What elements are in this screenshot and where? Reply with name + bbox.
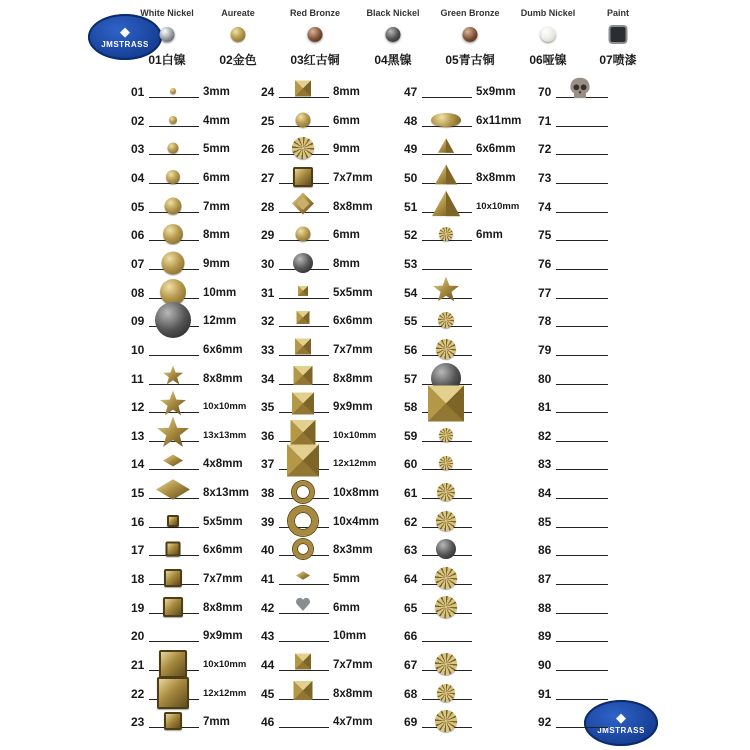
item-number: 07	[131, 256, 145, 271]
item-number: 16	[131, 514, 145, 529]
item-size: 10x10mm	[476, 200, 520, 212]
ring-stud-icon	[293, 539, 313, 559]
item-size: 10x10mm	[333, 429, 377, 441]
row-underline	[556, 613, 608, 614]
row-underline	[556, 212, 608, 213]
item-number: 28	[261, 199, 275, 214]
row-underline	[556, 641, 608, 642]
item-number: 54	[404, 285, 418, 300]
item-number: 31	[261, 285, 275, 300]
pyramid-stud-icon	[297, 311, 310, 329]
item-size: 12mm	[203, 315, 237, 328]
item-number: 34	[261, 371, 275, 386]
diamond-stud-icon	[292, 192, 314, 219]
dome-stud-icon	[436, 539, 456, 559]
round-stud-icon	[168, 143, 179, 154]
item-number: 32	[261, 314, 275, 329]
row-underline	[556, 469, 608, 470]
flower-stud-icon	[437, 684, 455, 702]
item-size: 8mm	[333, 86, 360, 98]
row-underline	[556, 670, 608, 671]
row-underline	[556, 412, 608, 413]
item-number: 64	[404, 572, 418, 587]
item-number: 10	[131, 342, 145, 357]
item-size: 13x13mm	[203, 429, 247, 441]
item-size: 5mm	[333, 573, 360, 586]
item-number: 23	[131, 715, 145, 730]
item-number: 69	[404, 715, 418, 730]
row-underline	[149, 527, 199, 528]
brand-logo-bottom	[584, 700, 658, 746]
pyramid-stud-icon	[295, 654, 311, 675]
item-number: 62	[404, 514, 418, 529]
item-number: 36	[261, 428, 275, 443]
item-number: 25	[261, 113, 275, 128]
item-number: 77	[538, 285, 552, 300]
item-size: 8x8mm	[333, 687, 373, 700]
row-underline	[556, 699, 608, 700]
row-underline	[422, 269, 472, 270]
item-size: 8x8mm	[333, 372, 373, 385]
row-underline	[556, 240, 608, 241]
ring-stud-icon	[288, 506, 318, 536]
square-stud-icon	[164, 569, 182, 587]
ring-stud-icon	[292, 481, 314, 503]
item-number: 46	[261, 715, 275, 730]
flower-stud-icon	[436, 511, 456, 531]
row-underline	[556, 527, 608, 528]
item-size: 9mm	[203, 257, 230, 270]
square-stud-icon	[293, 167, 313, 187]
item-number: 02	[131, 113, 145, 128]
flower-stud-icon	[435, 653, 457, 675]
row-underline	[149, 154, 199, 155]
item-size: 6x6mm	[333, 315, 373, 328]
item-size: 6x11mm	[476, 114, 522, 127]
item-number: 06	[131, 228, 145, 243]
item-size: 4x7mm	[333, 716, 373, 729]
finish-swatch	[463, 27, 478, 42]
item-number: 84	[538, 486, 552, 501]
item-number: 49	[404, 142, 418, 157]
item-number: 63	[404, 543, 418, 558]
round-stud-icon	[296, 227, 311, 242]
star-stud-icon	[433, 276, 459, 307]
item-number: 56	[404, 342, 418, 357]
star-stud-icon	[157, 416, 189, 453]
flower-stud-icon	[435, 567, 457, 589]
row-underline	[556, 555, 608, 556]
finish-code: 06哑镍	[529, 53, 567, 67]
item-number: 04	[131, 170, 145, 185]
item-number: 33	[261, 342, 275, 357]
finish-code: 02金色	[219, 53, 257, 67]
diamond-icon: ◆	[120, 24, 130, 39]
item-number: 83	[538, 457, 552, 472]
item-number: 09	[131, 314, 145, 329]
square-stud-icon	[163, 597, 183, 617]
item-number: 61	[404, 486, 418, 501]
item-size: 4mm	[203, 114, 230, 127]
row-underline	[556, 727, 608, 728]
item-number: 08	[131, 285, 145, 300]
item-number: 13	[131, 428, 145, 443]
pyramid-stud-icon	[295, 338, 311, 359]
item-size: 5x9mm	[476, 86, 516, 98]
item-number: 65	[404, 600, 418, 615]
item-size: 3mm	[203, 86, 230, 98]
row-underline	[556, 584, 608, 585]
row-underline	[149, 126, 199, 127]
item-number: 59	[404, 428, 418, 443]
item-size: 10x4mm	[333, 515, 380, 528]
item-size: 4x8mm	[203, 458, 243, 471]
square-stud-icon	[167, 515, 179, 527]
item-size: 10mm	[333, 630, 367, 643]
item-size: 6x6mm	[476, 143, 516, 156]
row-underline	[149, 641, 199, 642]
item-number: 03	[131, 142, 145, 157]
item-size: 5x5mm	[333, 286, 373, 299]
item-number: 68	[404, 686, 418, 701]
item-number: 92	[538, 715, 552, 730]
pyramid-stud-icon	[292, 393, 314, 420]
finish-name: Green Bronze	[440, 8, 500, 18]
item-number: 70	[538, 85, 552, 99]
finish-swatch	[611, 27, 626, 42]
item-size: 10x8mm	[333, 487, 380, 500]
item-number: 57	[404, 371, 418, 386]
flower-stud-icon	[439, 227, 453, 241]
item-number: 80	[538, 371, 552, 386]
item-number: 52	[404, 228, 418, 243]
flower-stud-icon	[437, 483, 455, 501]
item-number: 73	[538, 170, 552, 185]
skull-stud-icon	[568, 77, 592, 106]
item-number: 20	[131, 629, 145, 644]
finish-swatch	[160, 27, 175, 42]
row-underline	[556, 441, 608, 442]
diamond-stud-icon	[156, 473, 190, 512]
item-number: 55	[404, 314, 418, 329]
item-size: 7x7mm	[333, 343, 373, 356]
triangle-stud-icon	[435, 163, 457, 190]
finish-swatch	[386, 27, 401, 42]
row-underline	[556, 355, 608, 356]
round-stud-icon	[169, 116, 177, 124]
item-number: 47	[404, 85, 418, 99]
item-number: 22	[131, 686, 145, 701]
square-stud-icon	[166, 542, 181, 557]
item-number: 71	[538, 113, 552, 128]
item-size: 6mm	[203, 171, 230, 184]
item-number: 45	[261, 686, 275, 701]
item-size: 6mm	[476, 229, 503, 242]
item-number: 53	[404, 256, 418, 271]
item-size: 8x3mm	[333, 544, 373, 557]
finish-swatch	[541, 27, 556, 42]
item-number: 85	[538, 514, 552, 529]
item-number: 38	[261, 486, 275, 501]
item-number: 43	[261, 629, 275, 644]
flower-stud-icon	[439, 428, 453, 442]
item-number: 29	[261, 228, 275, 243]
item-number: 12	[131, 400, 145, 415]
finish-code: 04黑镍	[374, 53, 412, 67]
finish-name: Dumb Nickel	[520, 8, 576, 18]
item-number: 89	[538, 629, 552, 644]
item-number: 76	[538, 256, 552, 271]
row-underline	[422, 97, 472, 98]
triangle-stud-icon	[438, 138, 454, 159]
flower-stud-icon	[436, 339, 456, 359]
pyramid-stud-icon	[295, 81, 311, 102]
diamond-stud-icon	[296, 569, 310, 588]
finish-name: Red Bronze	[289, 8, 341, 18]
item-size: 9mm	[333, 143, 360, 156]
row-underline	[556, 298, 608, 299]
item-number: 37	[261, 457, 275, 472]
item-number: 91	[538, 686, 552, 701]
round-stud-icon	[166, 170, 180, 184]
square-stud-icon	[159, 650, 187, 678]
round-stud-icon	[163, 224, 183, 244]
row-underline	[422, 641, 472, 642]
triangle-stud-icon	[432, 189, 460, 222]
item-size: 12x12mm	[333, 458, 377, 470]
item-number: 19	[131, 600, 145, 615]
item-number: 17	[131, 543, 145, 558]
flower-stud-icon	[435, 710, 457, 732]
finish-code: 01白镍	[148, 53, 186, 67]
item-size: 8mm	[333, 257, 360, 270]
round-stud-icon	[162, 251, 185, 274]
item-number: 11	[131, 371, 144, 386]
item-size: 8x8mm	[333, 200, 373, 213]
flower-stud-icon	[435, 596, 457, 618]
item-number: 60	[404, 457, 418, 472]
round-stud-icon	[160, 279, 186, 305]
item-size: 10x10mm	[203, 659, 247, 670]
brand-logo-text: JMSTRASS	[101, 40, 149, 49]
item-size: 6mm	[333, 114, 360, 127]
item-number: 81	[538, 400, 552, 415]
square-stud-icon	[164, 712, 182, 730]
row-underline	[556, 154, 608, 155]
round-stud-icon	[155, 302, 191, 338]
item-size: 7mm	[203, 200, 230, 213]
flower-stud-icon	[439, 456, 453, 470]
item-size: 7x7mm	[333, 659, 373, 671]
item-number: 72	[538, 142, 552, 157]
row-underline	[556, 498, 608, 499]
item-size: 8x8mm	[476, 171, 516, 184]
round-stud-icon	[165, 197, 182, 214]
item-number: 66	[404, 629, 418, 644]
diamond-icon: ◆	[616, 710, 626, 725]
item-size: 12x12mm	[203, 687, 247, 699]
finish-swatch	[231, 27, 246, 42]
item-number: 75	[538, 228, 552, 243]
item-number: 88	[538, 600, 552, 615]
square-stud-icon	[157, 677, 189, 709]
finish-code: 07喷漆	[599, 53, 637, 67]
item-size: 8x8mm	[203, 601, 243, 614]
item-number: 44	[261, 658, 275, 672]
row-underline	[149, 355, 199, 356]
row-underline	[149, 97, 199, 98]
item-size: 9x9mm	[203, 630, 243, 643]
dome-stud-icon	[293, 253, 313, 273]
item-number: 18	[131, 572, 145, 587]
finish-code: 03红古铜	[290, 53, 340, 67]
finish-name: White Nickel	[140, 8, 194, 18]
item-size: 8mm	[203, 229, 230, 242]
item-size: 6x6mm	[203, 544, 243, 557]
row-underline	[556, 384, 608, 385]
item-size: 6mm	[333, 229, 360, 242]
oval-stud-icon	[431, 113, 461, 127]
finish-name: Aureate	[221, 8, 255, 18]
item-number: 21	[131, 658, 145, 672]
item-number: 14	[131, 457, 145, 472]
item-number: 48	[404, 113, 418, 128]
pyramid-stud-icon	[294, 681, 313, 705]
item-number: 15	[131, 486, 145, 501]
item-number: 86	[538, 543, 552, 558]
item-size: 7x7mm	[333, 171, 373, 184]
item-number: 79	[538, 342, 552, 357]
row-underline	[279, 641, 329, 642]
item-size: 10x10mm	[203, 401, 247, 413]
round-stud-icon	[170, 88, 176, 94]
flower-stud-icon	[438, 312, 454, 328]
flower-stud-icon	[292, 137, 314, 159]
item-number: 01	[131, 85, 145, 99]
finish-name: Black Nickel	[366, 8, 420, 18]
finish-code: 05青古铜	[445, 53, 495, 67]
item-size: 6x6mm	[203, 343, 243, 356]
row-underline	[556, 126, 608, 127]
pyramid-stud-icon	[287, 445, 319, 482]
item-number: 35	[261, 400, 275, 415]
item-number: 24	[261, 85, 275, 99]
item-size: 6mm	[333, 601, 360, 614]
row-underline	[556, 326, 608, 327]
item-number: 30	[261, 256, 275, 271]
item-size: 5mm	[203, 143, 230, 156]
item-size: 9x9mm	[333, 401, 373, 414]
item-number: 74	[538, 199, 552, 214]
finish-swatch	[308, 27, 323, 42]
item-number: 41	[261, 572, 275, 587]
item-number: 39	[261, 514, 275, 529]
pyramid-stud-icon	[428, 386, 464, 427]
item-size: 10mm	[203, 286, 237, 299]
brand-logo-text: JMSTRASS	[597, 726, 645, 735]
row-underline	[556, 183, 608, 184]
item-number: 51	[404, 199, 418, 214]
item-size: 5x5mm	[203, 515, 243, 528]
pyramid-stud-icon	[298, 283, 308, 301]
item-number: 05	[131, 199, 145, 214]
heart-stud-icon	[295, 596, 311, 617]
item-number: 26	[261, 142, 275, 157]
item-size: 8x8mm	[203, 372, 243, 385]
star-stud-icon	[163, 365, 183, 390]
item-number: 87	[538, 572, 552, 587]
item-size: 8x13mm	[203, 487, 250, 500]
item-number: 40	[261, 543, 275, 558]
item-number: 58	[404, 400, 418, 415]
item-number: 67	[404, 658, 418, 672]
finish-name: Paint	[606, 8, 630, 18]
item-size: 7x7mm	[203, 573, 243, 586]
item-number: 90	[538, 658, 552, 672]
row-underline	[556, 269, 608, 270]
round-stud-icon	[296, 112, 311, 127]
item-number: 82	[538, 428, 552, 443]
pyramid-stud-icon	[294, 366, 313, 390]
item-number: 27	[261, 170, 275, 185]
item-number: 42	[261, 600, 275, 615]
item-number: 78	[538, 314, 552, 329]
item-number: 50	[404, 170, 418, 185]
row-underline	[279, 727, 329, 728]
item-size: 7mm	[203, 716, 230, 729]
